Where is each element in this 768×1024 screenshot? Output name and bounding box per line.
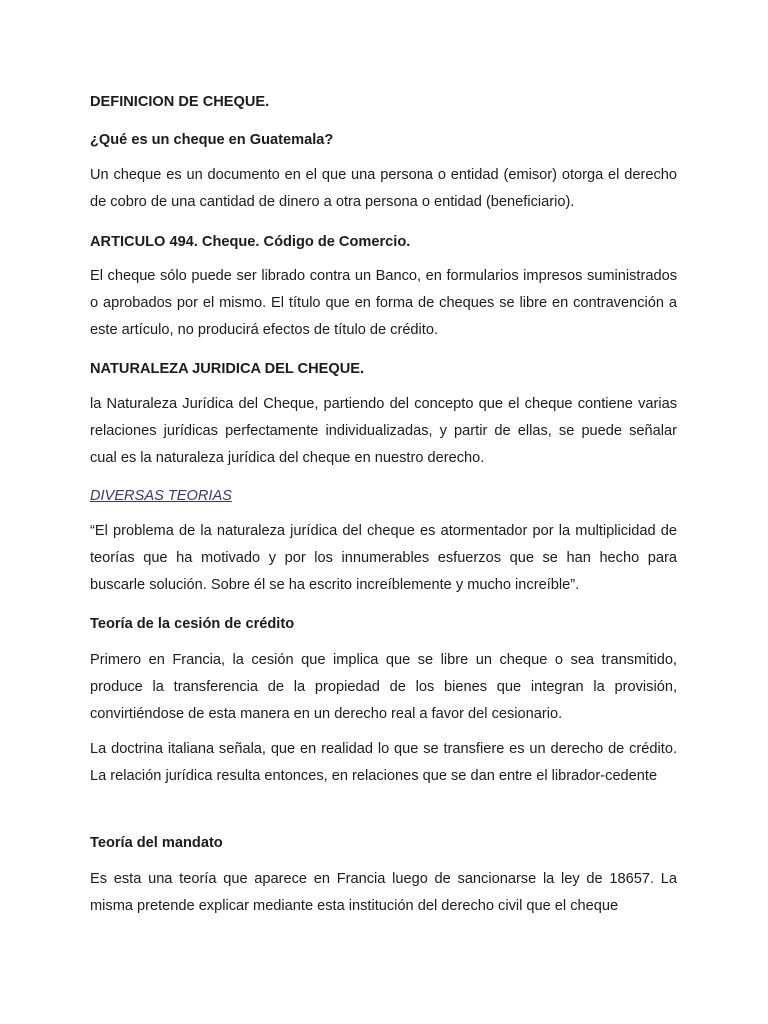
heading-teoria-cesion: Teoría de la cesión de crédito — [90, 616, 295, 632]
paragraph-naturaleza-juridica: la Naturaleza Jurídica del Cheque, partiendo del concepto que el cheque contiene varias relaciones jurídicas perfectamente individualizadas, y partir de ellas, se puede señalar cual es la naturaleza jurídica del cheque en nuestro derecho. — [90, 396, 677, 466]
heading-que-es-cheque: ¿Qué es un cheque en Guatemala? — [90, 132, 334, 148]
paragraph-doctrina-italiana: La doctrina italiana señala, que en realidad lo que se transfiere es un derecho de crédito. La relación jurídica resulta entonces, en relaciones que se dan entre el librador-cedente — [90, 741, 677, 784]
heading-articulo-494: ARTICULO 494. Cheque. Código de Comercio. — [90, 234, 411, 250]
paragraph-quote: “El problema de la naturaleza jurídica del cheque es atormentador por la multiplicidad de teorías que ha motivado y por los innumerables esfuerzos que se han hecho para buscarle solución. Sobre él se ha escrito increíblemente y mucho increíble”. — [90, 523, 677, 593]
paragraph-definicion: Un cheque es un documento en el que una persona o entidad (emisor) otorga el derecho de cobro de una cantidad de dinero a otra persona o entidad (beneficiario). — [90, 167, 677, 210]
paragraph-teoria-mandato: Es esta una teoría que aparece en Francia luego de sancionarse la ley de 18657. La misma pretende explicar mediante esta institución del derecho civil que el cheque — [90, 871, 677, 914]
subtitle-diversas-teorias: DIVERSAS TEORIAS — [90, 488, 232, 504]
paragraph-articulo-494: El cheque sólo puede ser librado contra un Banco, en formularios impresos suministrados o aprobados por el mismo. El título que en forma de cheques se libre en contravención a este artículo, no producirá efectos de título de crédito. — [90, 268, 677, 338]
heading-definicion-cheque: DEFINICION DE CHEQUE. — [90, 94, 270, 110]
heading-naturaleza-juridica: NATURALEZA JURIDICA DEL CHEQUE. — [90, 361, 365, 377]
heading-teoria-mandato: Teoría del mandato — [90, 835, 223, 851]
paragraph-teoria-cesion: Primero en Francia, la cesión que implica que se libre un cheque o sea transmitido, produce la transferencia de la propiedad de los bienes que integran la provisión, convirtiéndose de esta manera en un derecho real a favor del cesionario. — [90, 652, 677, 722]
